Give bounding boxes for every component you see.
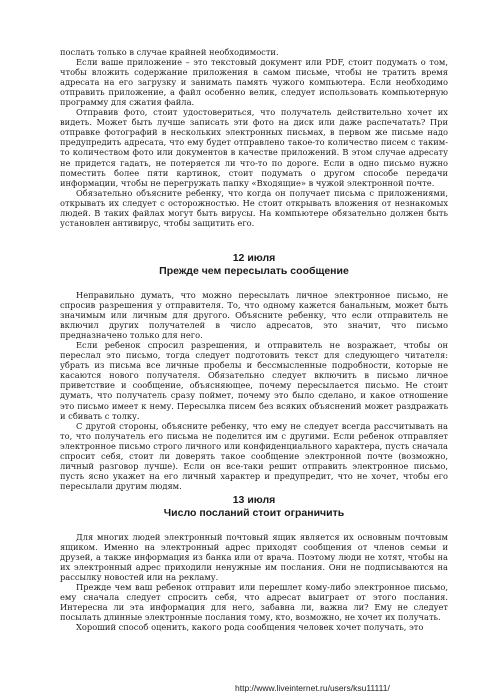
paragraph: Хороший способ оценить, какого рода сообщения человек хочет получать, это <box>76 622 424 633</box>
source-url-footer: http://www.liveinternet.ru/users/ksu11111/ <box>235 683 390 693</box>
paragraph: Прежде чем ваш ребенок отправит или перешлет кому-либо электронное письмо, ему сначала следует спросить себя, что адресат выиграет от этого послания. Интересна ли эта информация для него, забавна ли, важна ли? Ему не следует посылать длинные электронные послания тому, кто, возможно, не хочет их получать. <box>60 582 448 623</box>
section-date: 12 июля <box>232 252 276 264</box>
section-body <box>60 532 448 632</box>
paragraph: С другой стороны, объясните ребенку, что ему не следует всегда рассчитывать на то, что получатель его письма не поделится им с другими. Если ребенок отправляет электронное письмо строго личного или конфиденциального характера, пусть сначала спросит себя, стоит ли доверять такое сообщение электронной почте (возможно, личный разговор лучше). Если он все-таки решит отправить электронное письмо, пусть ясно укажет на его личный характер и предупредит, что не хочет, чтобы его пересылали другим людям. <box>60 420 448 491</box>
paragraph: Неправильно думать, что можно пересылать личное электронное письмо, не спросив разрешения у отправителя. То, что одному кажется банальным, может быть значимым или личным для другого. Объясните ребенку, что если отправитель не включил других получателей в число адресатов, это значит, что письмо предназначено только для него. <box>60 290 448 341</box>
paragraph: послать только в случае крайней необходимости. <box>60 47 279 57</box>
paragraph: Для многих людей электронный почтовый ящик является их основным почтовым ящиком. Именно на электронный адрес приходят сообщения от членов семьи и друзей, а также информация из банка или от врача. Поэтому люди не хотят, чтобы на их электронный адрес приходили ненужные им послания. Они не подписываются на рассылку новостей или на рекламу. <box>60 532 448 583</box>
section-heading <box>60 252 448 278</box>
paragraph: Обязательно объясните ребенку, что когда он получает письма с приложениями, открывать их следует с осторожностью. Не стоит открывать вложения от незнакомых людей. В таких файлах могут быть вирусы. На компьютере обязательно должен быть установлен антивирус, чтобы защитить его. <box>60 187 448 228</box>
section-date: 13 июля <box>232 494 276 506</box>
paragraph: Если ребенок спросил разрешения, и отправитель не возражает, чтобы он переслал это письмо, тогда следует подготовить текст для следующего читателя: убрать из письма все личные пробелы и бессмысленные подробности, которые не касаются нового получателя. Обязательно следует включить в письмо личное приветствие и сообщение, объясняющее, почему пересылается письмо. Не стоит думать, что получатель сразу поймет, почему это было сделано, и какое отношение это письмо имеет к нему. Пересылка писем без всяких объяснений может раздражать и сбивать с толку. <box>60 340 448 421</box>
paragraph: Отправив фото, стоит удостовериться, что получатель действительно хочет их видеть. Может быть лучше записать эти фото на диск или даже распечатать? При отправке фотографий в нескольких электронных письмах, в первом же письме надо предупредить адресата, что ему будет отправлено такое-то количество писем с таким-то количеством фото или документов в качестве приложений. В этом случае адресату не придется гадать, не потеряется ли что-то по дороге. Если в одно письмо нужно поместить более пяти картинок, стоит подумать о другом способе передачи информации, чтобы не перегружать папку «Входящие» в чужой электронной почте. <box>60 107 448 188</box>
section-body <box>60 290 448 491</box>
top-text-block <box>60 47 448 228</box>
section-heading <box>60 494 448 520</box>
section-title: Прежде чем пересылать сообщение <box>159 265 349 277</box>
section-title: Число посланий стоит ограничить <box>163 507 345 519</box>
paragraph: Если ваше приложение – это текстовый документ или PDF, стоит подумать о том, чтобы вложить содержание приложения в самом письме, чтобы не тратить время адресата на его загрузку и занимать память чужого компьютера. Если необходимо отправить приложение, а файл особенно велик, следует использовать компьютерную программу для сжатия файла. <box>60 57 448 108</box>
